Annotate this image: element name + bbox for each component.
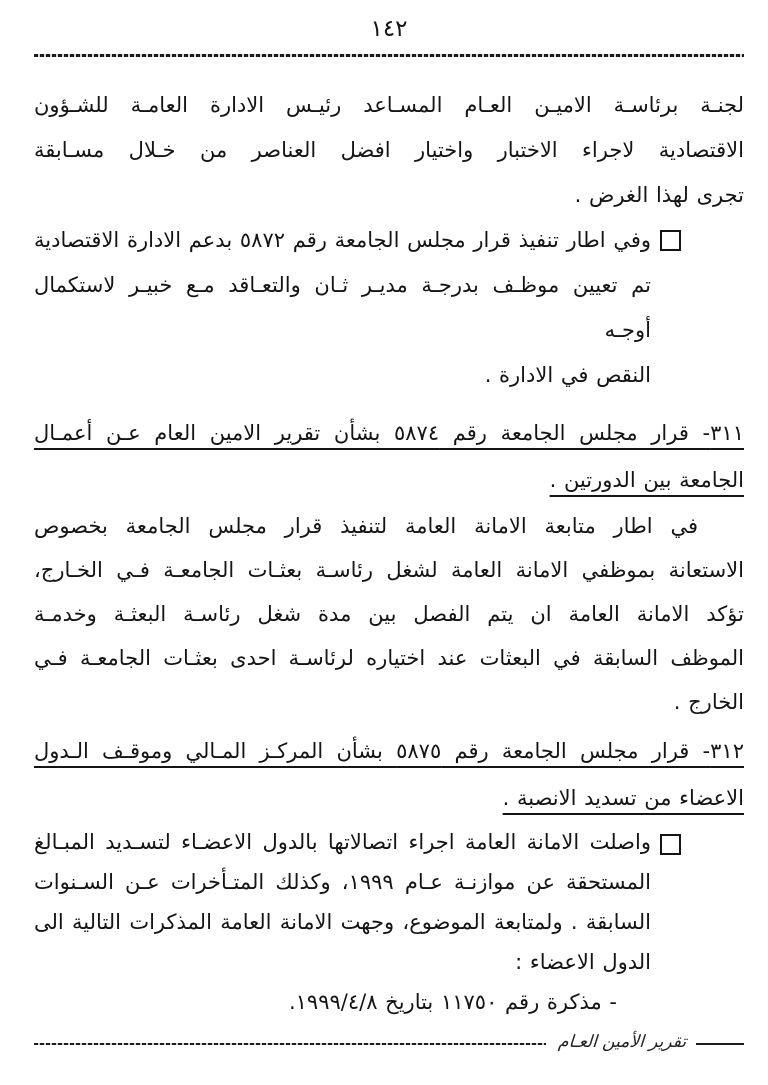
paragraph-decision-311 bbox=[34, 504, 744, 724]
footer-separator-rule bbox=[34, 1043, 546, 1046]
text-line: واصلت الامانة العامة اجراء اتصالاتها بالدول الاعضـاء لتسـديد المبـالغ bbox=[34, 830, 651, 854]
heading-decision-311 bbox=[34, 410, 744, 504]
bullet-item-text bbox=[34, 822, 651, 1022]
text-line: الاقتصادية لاجراء الاختبار واختيار افضل العناصر من خـلال مسـابقة bbox=[34, 138, 744, 162]
text-line: تؤكد الامانة العامة ان يتم الفصل بين مدة شغل رئاسـة البعثـة وخدمـة bbox=[34, 602, 744, 626]
page-number: ١٤٢ bbox=[370, 16, 408, 42]
page-footer bbox=[34, 1032, 744, 1056]
bullet-item-dues-payment bbox=[34, 822, 744, 1022]
paragraph-continuation bbox=[34, 83, 744, 218]
text-line: في اطار متابعة الامانة العامة لتنفيذ قرار مجلس الجامعة بخصوص bbox=[34, 514, 698, 538]
memo-sub-line: - مذكرة رقم ١١٧٥٠ بتاريخ ١٩٩٩/٤/٨. bbox=[288, 990, 617, 1014]
footer-short-dash bbox=[696, 1043, 744, 1045]
text-line: الاستعانة بموظفي الامانة العامة لشغل رئاسـة بعثـات الجامعـة فـي الخـارج، bbox=[34, 558, 744, 582]
text-line: تم تعيين موظـف بدرجـة مديـر ثـان والتعـاقد مـع خبيـر لاستكمال أوجـه bbox=[34, 273, 651, 342]
footer-signature: تقرير الأمين العـام bbox=[557, 1032, 687, 1052]
heading-decision-312 bbox=[34, 728, 744, 822]
text-line: الخارج . bbox=[673, 690, 744, 714]
heading-line: ٣١١- قرار مجلس الجامعة رقم ٥٨٧٤ بشأن تقرير الامين العام عـن أعمـال bbox=[34, 421, 744, 445]
bullet-item-decision-5872 bbox=[34, 218, 744, 398]
text-line: المستحقة عن موازنـة عـام ١٩٩٩، وكذلك المتـأخرات عـن السـنوات bbox=[34, 870, 652, 894]
heading-line: ٣١٢- قرار مجلس الجامعة رقم ٥٨٧٥ بشأن المركـز المـالي وموقـف الـدول bbox=[34, 739, 744, 763]
text-line: وفي اطار تنفيذ قرار مجلس الجامعة رقم ٥٨٧٢ بدعم الادارة الاقتصادية bbox=[34, 228, 651, 252]
bullet-item-text bbox=[34, 218, 651, 398]
text-line: لجنـة برئاسـة الاميـن العـام المسـاعد رئيـس الادارة العامـة للشـؤون bbox=[34, 93, 744, 117]
heading-line: الجامعة بين الدورتين . bbox=[549, 468, 744, 492]
text-line: الموظف السابقة في البعثات عند اختياره لرئاسـة احدى بعثـات الجامعـة فـي bbox=[34, 646, 744, 670]
text-line: النقص في الادارة . bbox=[484, 363, 651, 387]
text-line: تجرى لهذا الغرض . bbox=[574, 183, 744, 207]
text-line: الدول الاعضاء : bbox=[515, 950, 651, 974]
text-line: السابقة . ولمتابعة الموضوع، وجهت الامانة العامة المذكرات التالية الى bbox=[34, 910, 651, 934]
square-bullet-icon bbox=[660, 834, 681, 855]
heading-line: الاعضاء من تسديد الانصبة . bbox=[502, 786, 744, 810]
document-body bbox=[34, 83, 744, 1022]
square-bullet-icon bbox=[660, 230, 681, 251]
top-separator-rule bbox=[34, 54, 744, 57]
